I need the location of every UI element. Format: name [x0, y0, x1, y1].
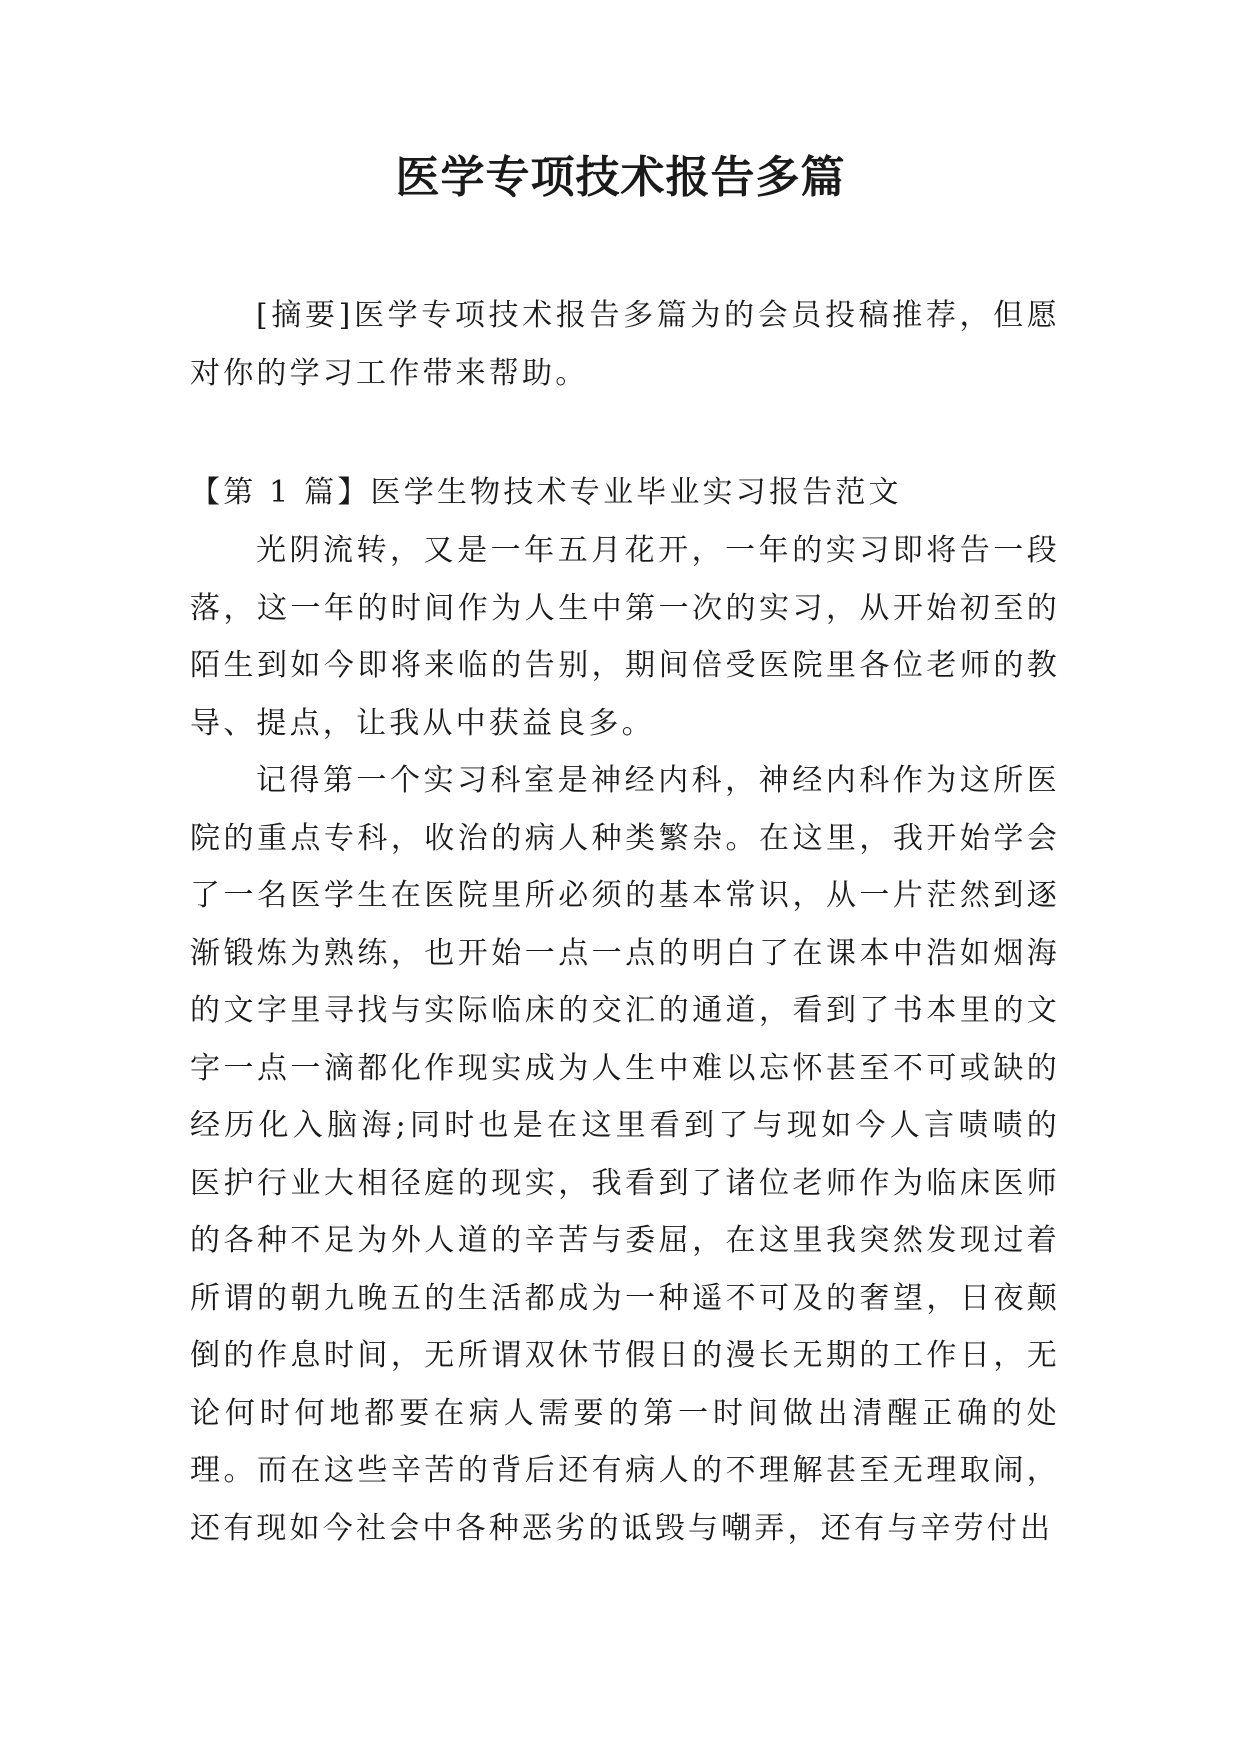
document-title: 医学专项技术报告多篇 [395, 152, 846, 203]
body-paragraph: 光阴流转，又是一年五月花开，一年的实习即将告一段落，这一年的时间作为人生中第一次的实习，从开始初至的陌生到如今即将来临的告别，期间倍受医院里各位老师的教导、提点，让我从中获益良多。 [190, 533, 1060, 741]
abstract-paragraph: [摘要]医学专项技术报告多篇为的会员投稿推荐，但愿对你的学习工作带来帮助。 [190, 298, 1060, 391]
section-body [190, 522, 1060, 1557]
section-heading: 【第 1 篇】医学生物技术专业毕业实习报告范文 [190, 475, 902, 510]
body-paragraph: 记得第一个实习科室是神经内科，神经内科作为这所医院的重点专科，收治的病人种类繁杂。在这里，我开始学会了一名医学生在医院里所必须的基本常识，从一片茫然到逐渐锻炼为熟练，也开始一点一点的明白了在课本中浩如烟海的文字里寻找与实际临床的交汇的通道，看到了书本里的文字一点一滴都化作现实成为人生中难以忘怀甚至不可或缺的经历化入脑海;同时也是在这里看到了与现如今人言啧啧的医护行业大相径庭的现实，我看到了诸位老师作为临床医师的各种不足为外人道的辛苦与委屈，在这里我突然发现过着所谓的朝九晚五的生活都成为一种遥不可及的奢望，日夜颠倒的作息时间，无所谓双休节假日的漫长无期的工作日，无论何时何地都要在病人需要的第一时间做出清醒正确的处理。而在这些辛苦的背后还有病人的不理解甚至无理取闹，还有现如今社会中各种恶劣的诋毁与嘲弄，还有与辛劳付出 [190, 763, 1060, 1546]
